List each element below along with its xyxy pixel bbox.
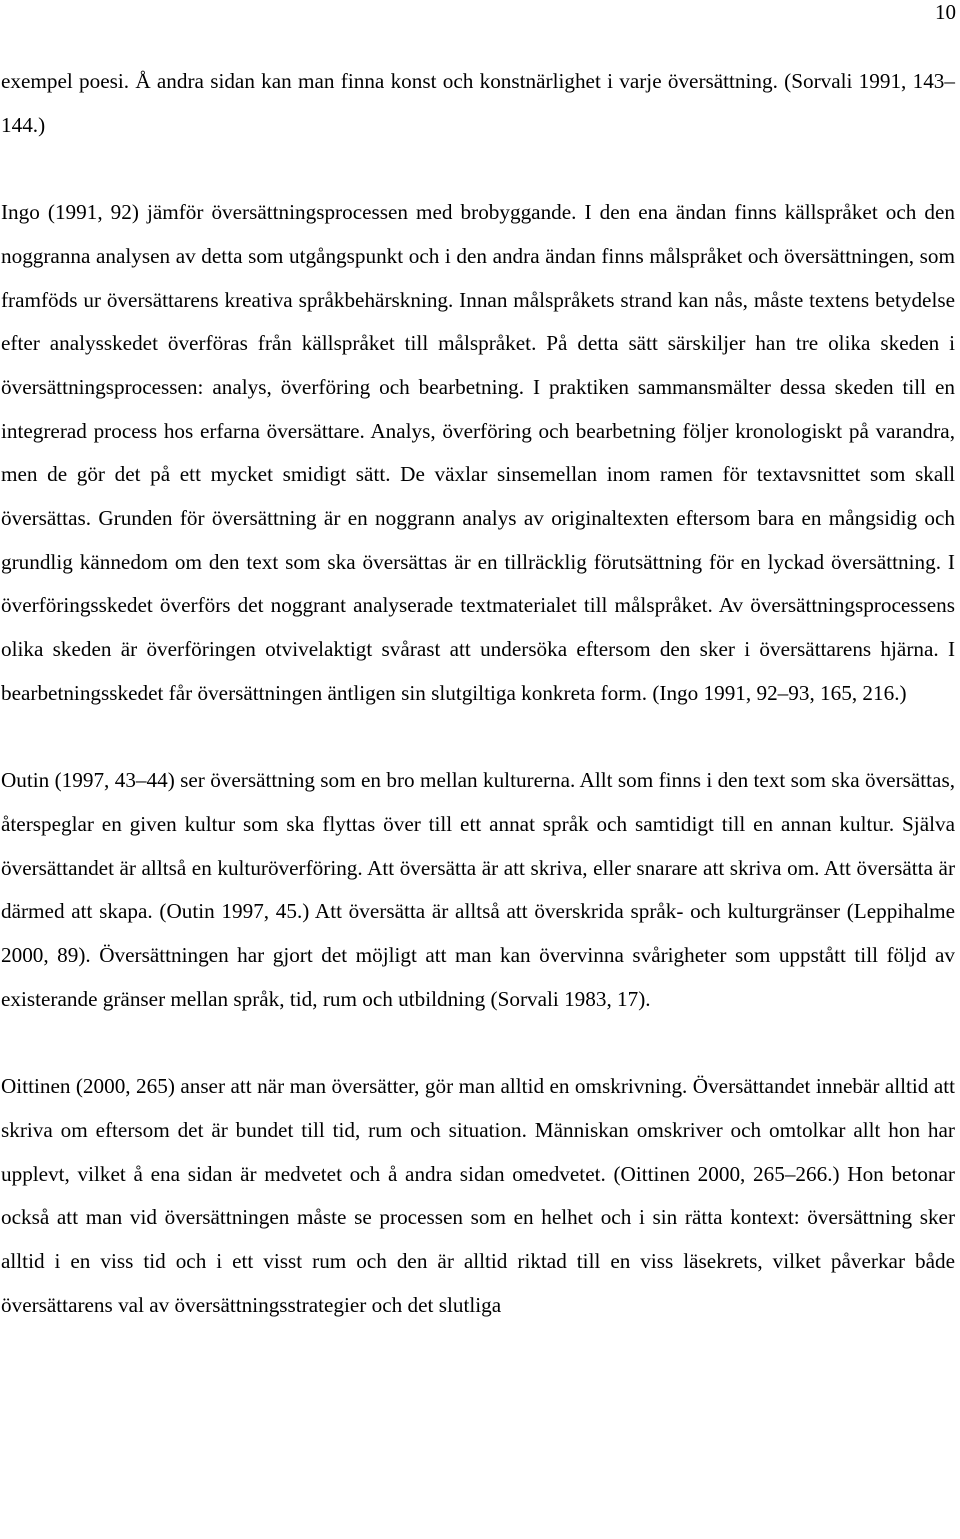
paragraph: Ingo (1991, 92) jämför översättningsprocessen med brobyggande. I den ena ändan finns källspråket och den noggranna analysen av detta som utgångspunkt och i den andra ändan finns målspråket och översättningen, som framföds ur översättarens kreativa språkbehärskning. Innan målspråkets strand kan nås, måste textens betydelse efter analysskedet överföras från källspråket till målspråket. På detta sätt särskiljer han tre olika skeden i översättningsprocessen: analys, överföring och bearbetning. I praktiken sammansmälter dessa skeden till en integrerad process hos erfarna översättare. Analys, överföring och bearbetning följer kronologiskt på varandra, men de gör det på ett mycket smidigt sätt. De växlar sinsemellan inom ramen för textavsnittet som skall översättas. Grunden för översättning är en noggrann analys av originaltexten eftersom bara en mångsidig och grundlig kännedom om den text som ska översättas är en tillräcklig förutsättning för en lyckad översättning. I överföringsskedet överförs det noggrant analyserade textmaterialet till målspråket. Av översättningsprocessens olika skeden är överföringen otvivelaktigt svårast att undersöka eftersom den sker i översättarens hjärna. I bearbetningsskedet får översättningen äntligen sin slutgiltiga konkreta form. (Ingo 1991, 92–93, 165, 216.): [1, 200, 955, 705]
page-number: 10: [935, 0, 956, 24]
paragraph: Oittinen (2000, 265) anser att när man översätter, gör man alltid en omskrivning. Översättandet innebär alltid att skriva om eftersom det är bundet till tid, rum och situation. Människan omskriver och omtolkar allt hon har upplevt, vilket å ena sidan är medvetet och å andra sidan omedvetet. (Oittinen 2000, 265–266.) Hon betonar också att man vid översättningen måste se processen som en helhet och i sin rätta kontext: översättning sker alltid i en viss tid och i ett visst rum och den är alltid riktad till en viss läsekrets, vilket påverkar både översättarens val av översättningsstrategier och det slutliga: [1, 1074, 955, 1317]
paragraph: exempel poesi. Å andra sidan kan man finna konst och konstnärlighet i varje översättning. (Sorvali 1991, 143–144.): [1, 69, 955, 137]
document-body: [1, 60, 955, 1327]
paragraph: Outin (1997, 43–44) ser översättning som en bro mellan kulturerna. Allt som finns i den text som ska översättas, återspeglar en given kultur som ska flyttas över till ett annat språk och samtidigt till en annan kultur. Själva översättandet är alltså en kulturöverföring. Att översätta är att skriva, eller snarare att skriva om. Att översätta är därmed att skapa. (Outin 1997, 45.) Att översätta är alltså att överskrida språk- och kulturgränser (Leppihalme 2000, 89). Översättningen har gjort det möjligt att man kan övervinna svårigheter som uppstått till följd av existerande gränser mellan språk, tid, rum och utbildning (Sorvali 1983, 17).: [1, 768, 955, 1011]
